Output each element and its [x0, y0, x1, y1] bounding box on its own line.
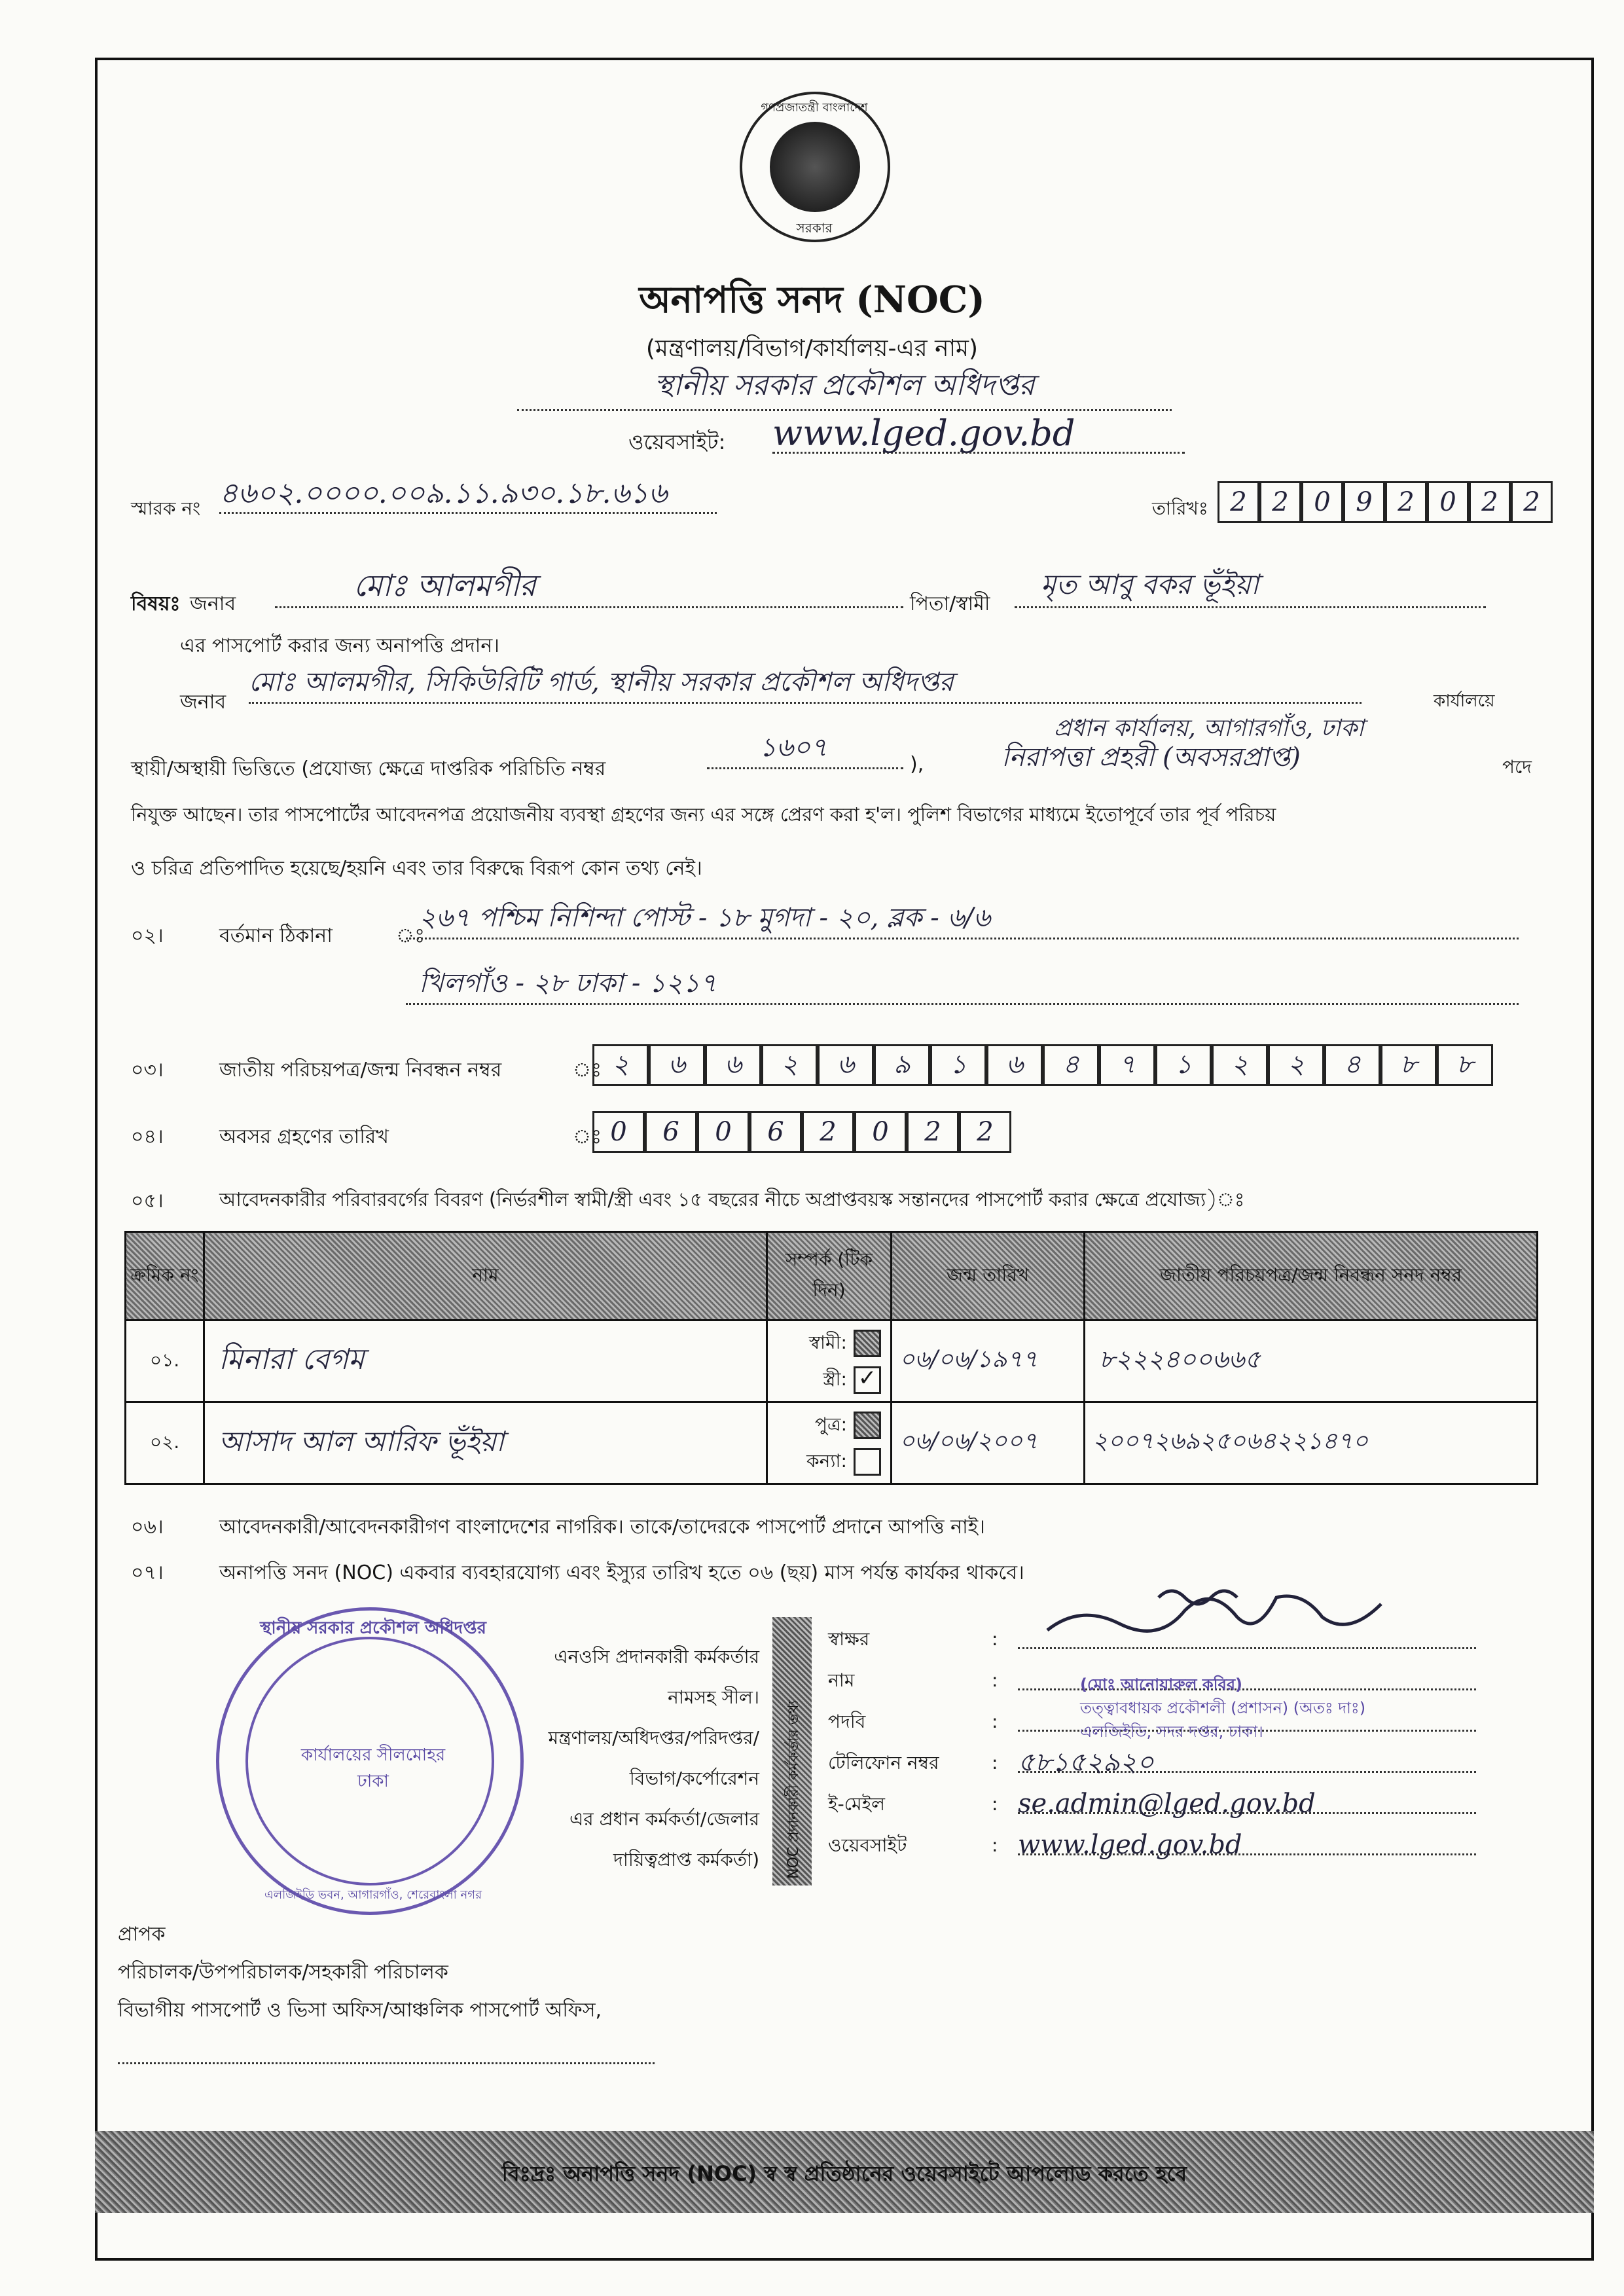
col-serial: ক্রমিক নং	[126, 1232, 204, 1321]
address-value-1: ২৬৭ পশ্চিম নিশিন্দা পোস্ট - ১৮ মুগদা - ২০, ব্লক - ৬/৬	[419, 903, 990, 933]
digit-box: 0	[854, 1111, 907, 1153]
digit-box: 2	[907, 1111, 959, 1153]
body-para1: নিযুক্ত আছেন। তার পাসপোর্টের আবেদনপত্র প্রয়োজনীয় ব্যবস্থা গ্রহণের জন্য এর সঙ্গে প্রেরণ করা হ'ল। পুলিশ বিভাগের মাধ্যমে ইতোপূর্বে তার পূর্ব পরিচয়	[131, 803, 1276, 826]
father-name-line	[1015, 563, 1486, 608]
item-04-number: ০৪।	[131, 1125, 164, 1148]
field-label: ই-মেইল	[828, 1793, 886, 1815]
digit-box: ৪	[1324, 1044, 1380, 1086]
digit-box: 2	[1385, 481, 1427, 523]
father-name: মৃত আবু বকর ভূঁইয়া	[1041, 568, 1259, 600]
item-02-number: ০২।	[131, 924, 164, 947]
table-row	[126, 1321, 1538, 1402]
date-label: তারিখঃ	[1152, 498, 1208, 519]
website-line	[772, 412, 1185, 454]
member-nid: ২০০৭২৬৯২৫০৬৪২২১৪৭০	[1092, 1428, 1369, 1455]
member-dob: ০৬/০৬/১৯৭৭	[899, 1346, 1038, 1373]
field-value: se.admin@lged.gov.bd	[1018, 1783, 1476, 1814]
recipient-line1: পরিচালক/উপপরিচালক/সহকারী পরিচালক	[118, 1961, 448, 1984]
footer-band	[95, 2131, 1594, 2213]
digit-box: ৭	[1099, 1044, 1155, 1086]
stamp-center-text: কার্যালয়ের সীলমোহর	[300, 1745, 446, 1765]
address-value-2: খিলগাঁও - ২৮ ঢাকা - ১২১৭	[419, 968, 717, 998]
issue-date-boxes	[1218, 481, 1553, 523]
memo-number: ৪৬০২.০০০০.০০৯.১১.৯৩০.১৮.৬১৬	[219, 477, 668, 510]
vertical-note: NOC প্রদানকারী কর্মকর্তার তথ্য	[785, 1700, 802, 1879]
member-name: আসাদ আল আরিফ ভূঁইয়া	[219, 1425, 505, 1457]
seal-name: (মোঃ আনোয়ারুল কবির)	[1080, 1675, 1243, 1694]
digit-box: 2	[959, 1111, 1011, 1153]
digit-box: 0	[697, 1111, 749, 1153]
subject-line2: এর পাসপোর্ট করার জন্য অনাপত্তি প্রদান।	[180, 634, 499, 657]
digit-box: 6	[645, 1111, 697, 1153]
official-id: ১৬০৭	[759, 733, 827, 763]
father-label: পিতা/স্বামী	[910, 592, 990, 615]
relation-daughter-checkbox[interactable]	[854, 1448, 881, 1476]
office-suffix: কার্যালয়ে	[1434, 691, 1495, 711]
digit-box: ৯	[874, 1044, 930, 1086]
emblem-top-text: গণপ্রজাতন্ত্রী বাংলাদেশ	[761, 101, 868, 115]
row-name	[204, 1321, 767, 1402]
field-label: পদবি	[828, 1711, 866, 1732]
field-colon: :	[992, 1793, 998, 1815]
signatory-line: নামসহ সীল।	[668, 1686, 759, 1708]
col-name: নাম	[204, 1232, 767, 1321]
seal-office: এলজিইডি, সদর দপ্তর, ঢাকা।	[1080, 1722, 1263, 1741]
applicant-name-line	[275, 563, 903, 608]
item-05-number: ০৫।	[131, 1190, 164, 1212]
item-06-number: ০৬।	[131, 1516, 164, 1539]
digit-box: ৮	[1380, 1044, 1437, 1086]
item-03-number: ০৩।	[131, 1059, 164, 1082]
body-name-line	[249, 661, 1362, 704]
digit-box: ৬	[705, 1044, 761, 1086]
digit-box: ২	[1268, 1044, 1324, 1086]
digit-box: 6	[749, 1111, 802, 1153]
relation-wife-label: স্ত্রী:	[823, 1368, 847, 1390]
field-value: www.lged.gov.bd	[1018, 1825, 1476, 1855]
digit-box: ৬	[986, 1044, 1043, 1086]
address-label: বর্তমান ঠিকানা	[219, 924, 333, 947]
member-name: মিনারা বেগম	[219, 1342, 365, 1376]
nid-label: জাতীয় পরিচয়পত্র/জন্ম নিবন্ধন নম্বর	[219, 1059, 502, 1082]
signatory-line: এর প্রধান কর্মকর্তা/জেলার	[569, 1808, 759, 1830]
digit-box: 2	[1511, 481, 1553, 523]
signatory-line: এনওসি প্রদানকারী কর্মকর্তার	[554, 1646, 759, 1667]
address-line-2	[406, 962, 1519, 1005]
subject-label: বিষয়ঃ	[131, 592, 181, 615]
nid-boxes	[592, 1044, 1493, 1086]
digit-box: ৮	[1437, 1044, 1493, 1086]
stamp-ring-bottom: এলজিইডি ভবন, আগারগাঁও, শেরেবাংলা নগর	[264, 1888, 482, 1902]
relation-wife-checkbox[interactable]: ✓	[854, 1366, 881, 1394]
relation-daughter-label: কন্যা:	[806, 1450, 847, 1472]
family-table	[124, 1231, 1538, 1485]
col-nid: জাতীয় পরিচয়পত্র/জন্ম নিবন্ধন সনদ নম্বর	[1085, 1232, 1538, 1321]
digit-box: 9	[1343, 481, 1385, 523]
page-subtitle: (মন্ত্রণালয়/বিভাগ/কার্যালয়-এর নাম)	[645, 335, 979, 362]
row-relation	[767, 1402, 892, 1484]
digit-box: ৬	[649, 1044, 705, 1086]
subject-mr: জনাব	[190, 592, 236, 615]
table-row	[126, 1402, 1538, 1484]
field-phone	[828, 1742, 1476, 1783]
body-para2: ও চরিত্র প্রতিপাদিত হয়েছে/হয়নি এবং তার বিরুদ্ধে বিরূপ কোন তথ্য নেই।	[131, 857, 702, 880]
row-dob	[892, 1402, 1085, 1484]
col-dob: জন্ম তারিখ	[892, 1232, 1085, 1321]
signature	[1041, 1578, 1407, 1656]
digit-box: ২	[1212, 1044, 1268, 1086]
digit-box: 2	[1259, 481, 1301, 523]
applicant-name: মোঃ আলমগীর	[353, 568, 536, 603]
signatory-line: বিভাগ/কর্পোরেশন	[629, 1768, 759, 1789]
digit-box: 2	[1469, 481, 1511, 523]
digit-box: ৪	[1043, 1044, 1099, 1086]
item-07-text: অনাপত্তি সনদ (NOC) একবার ব্যবহারযোগ্য এবং ইস্যুর তারিখ হতে ০৬ (ছয়) মাস পর্যন্ত কার্যকর থাকবে।	[219, 1561, 1024, 1584]
footer-note: বিঃদ্রঃ অনাপত্তি সনদ (NOC) স্ব স্ব প্রতিষ্ঠানের ওয়েবসাইটে আপলোড করতে হবে	[501, 2161, 1187, 2186]
digit-box: 2	[1218, 481, 1259, 523]
emblem-bottom-text: সরকার	[796, 220, 833, 236]
digit-box: ১	[930, 1044, 986, 1086]
field-label: টেলিফোন নম্বর	[828, 1752, 939, 1774]
relation-son-checkbox[interactable]	[854, 1412, 881, 1439]
field-colon: :	[992, 1628, 998, 1650]
row-relation	[767, 1321, 892, 1402]
member-nid: ৮২২২৪০০৬৬৫	[1099, 1345, 1261, 1374]
signatory-left-column	[497, 1637, 759, 1880]
member-dob: ০৬/০৬/২০০৭	[899, 1428, 1038, 1455]
signatory-vertical-band	[772, 1617, 812, 1886]
relation-son-label: পুত্র:	[814, 1413, 847, 1435]
digit-box: 0	[592, 1111, 645, 1153]
field-value: ৫৮১৫২৯২০	[1018, 1742, 1476, 1773]
retire-label: অবসর গ্রহণের তারিখ	[219, 1125, 389, 1148]
recipient-address-line	[118, 2043, 655, 2064]
field-email	[828, 1783, 1476, 1825]
row-nid	[1085, 1402, 1538, 1484]
memo-line	[219, 471, 717, 514]
family-label: আবেদনকারীর পরিবারবর্গের বিবরণ (নির্ভরশীল স্বামী/স্ত্রী এবং ১৫ বছরের নীচে অপ্রাপ্তবয়স্ক সন্তানদের পাসপোর্ট করার ক্ষেত্রে প্রযোজ্য)ঃ	[219, 1188, 1245, 1211]
digit-box: ৬	[818, 1044, 874, 1086]
relation-husband-checkbox[interactable]	[854, 1330, 881, 1357]
seal-designation: তত্ত্বাবধায়ক প্রকৌশলী (প্রশাসন) (অতঃ দাঃ)	[1080, 1699, 1366, 1717]
retire-colon: ঃ	[573, 1125, 602, 1148]
signatory-line: দায়িত্বপ্রাপ্ত কর্মকর্তা)	[613, 1849, 759, 1870]
digit-box: ২	[592, 1044, 649, 1086]
emblem-center	[770, 122, 860, 212]
stamp-ring-text: স্থানীয় সরকার প্রকৌশল অধিদপ্তর	[260, 1618, 486, 1638]
row-serial: ০১.	[126, 1321, 204, 1402]
col-relation: সম্পর্ক (টিক দিন)	[767, 1232, 892, 1321]
permanent-label: স্থায়ী/অস্থায়ী ভিত্তিতে (প্রযোজ্য ক্ষেত্রে দাপ্তরিক পরিচিতি নম্বর	[131, 757, 606, 780]
digit-box: ২	[761, 1044, 818, 1086]
page-title: অনাপত্তি সনদ (NOC)	[639, 278, 985, 321]
post-suffix: পদে	[1502, 756, 1532, 778]
field-colon: :	[992, 1711, 998, 1732]
relation-husband-label: স্বামী:	[808, 1332, 847, 1353]
row-dob	[892, 1321, 1085, 1402]
field-label: নাম	[828, 1669, 855, 1691]
nid-colon: ঃ	[573, 1059, 602, 1082]
field-label: ওয়েবসাইট	[828, 1834, 907, 1856]
row-nid	[1085, 1321, 1538, 1402]
govt-emblem	[740, 92, 890, 242]
paren-close: ),	[910, 753, 924, 776]
signatory-line: মন্ত্রণালয়/অধিদপ্তর/পরিদপ্তর/	[548, 1727, 759, 1749]
website-label: ওয়েবসাইট:	[628, 429, 726, 454]
office-name: স্থানীয় সরকার প্রকৌশল অধিদপ্তর	[654, 369, 1035, 402]
field-website	[828, 1825, 1476, 1866]
digit-box: 2	[802, 1111, 854, 1153]
field-colon: :	[992, 1834, 998, 1856]
body-mr: জনাব	[180, 691, 226, 714]
recipient-label: প্রাপক	[118, 1923, 166, 1946]
seal-block	[1080, 1673, 1365, 1743]
official-id-line	[707, 727, 903, 769]
row-serial: ০২.	[126, 1402, 204, 1484]
digit-box: ১	[1155, 1044, 1212, 1086]
designation: নিরাপত্তা প্রহরী (অবসরপ্রাপ্ত)	[1001, 742, 1301, 773]
office-name-line	[517, 363, 1172, 411]
row-name	[204, 1402, 767, 1484]
field-colon: :	[992, 1669, 998, 1691]
office-stamp	[216, 1607, 524, 1915]
digit-box: 0	[1301, 481, 1343, 523]
item-06-text: আবেদনকারী/আবেদনকারীগণ বাংলাদেশের নাগরিক। তাকে/তাদেরকে পাসপোর্ট প্রদানে আপত্তি নাই।	[219, 1516, 986, 1539]
website-value: www.lged.gov.bd	[772, 412, 1075, 454]
address-colon: ঃ	[396, 924, 425, 947]
item-07-number: ০৭।	[131, 1561, 164, 1584]
body-name: মোঃ আলমগীর, সিকিউরিটি গার্ড, স্থানীয় সরকার প্রকৌশল অধিদপ্তর	[249, 667, 954, 697]
field-colon: :	[992, 1752, 998, 1774]
memo-label: স্মারক নং	[131, 498, 201, 519]
address-line-1	[406, 897, 1519, 939]
digit-box: 0	[1427, 481, 1469, 523]
stamp-center-sub: ঢাকা	[357, 1772, 389, 1791]
posting-note: প্রধান কার্যালয়, আগারগাঁও, ঢাকা	[1054, 715, 1364, 742]
family-table-header	[126, 1232, 1538, 1321]
field-label: স্বাক্ষর	[828, 1628, 870, 1650]
recipient-line2: বিভাগীয় পাসপোর্ট ও ভিসা অফিস/আঞ্চলিক পাসপোর্ট অফিস,	[118, 1999, 602, 2022]
retire-date-boxes	[592, 1111, 1011, 1153]
